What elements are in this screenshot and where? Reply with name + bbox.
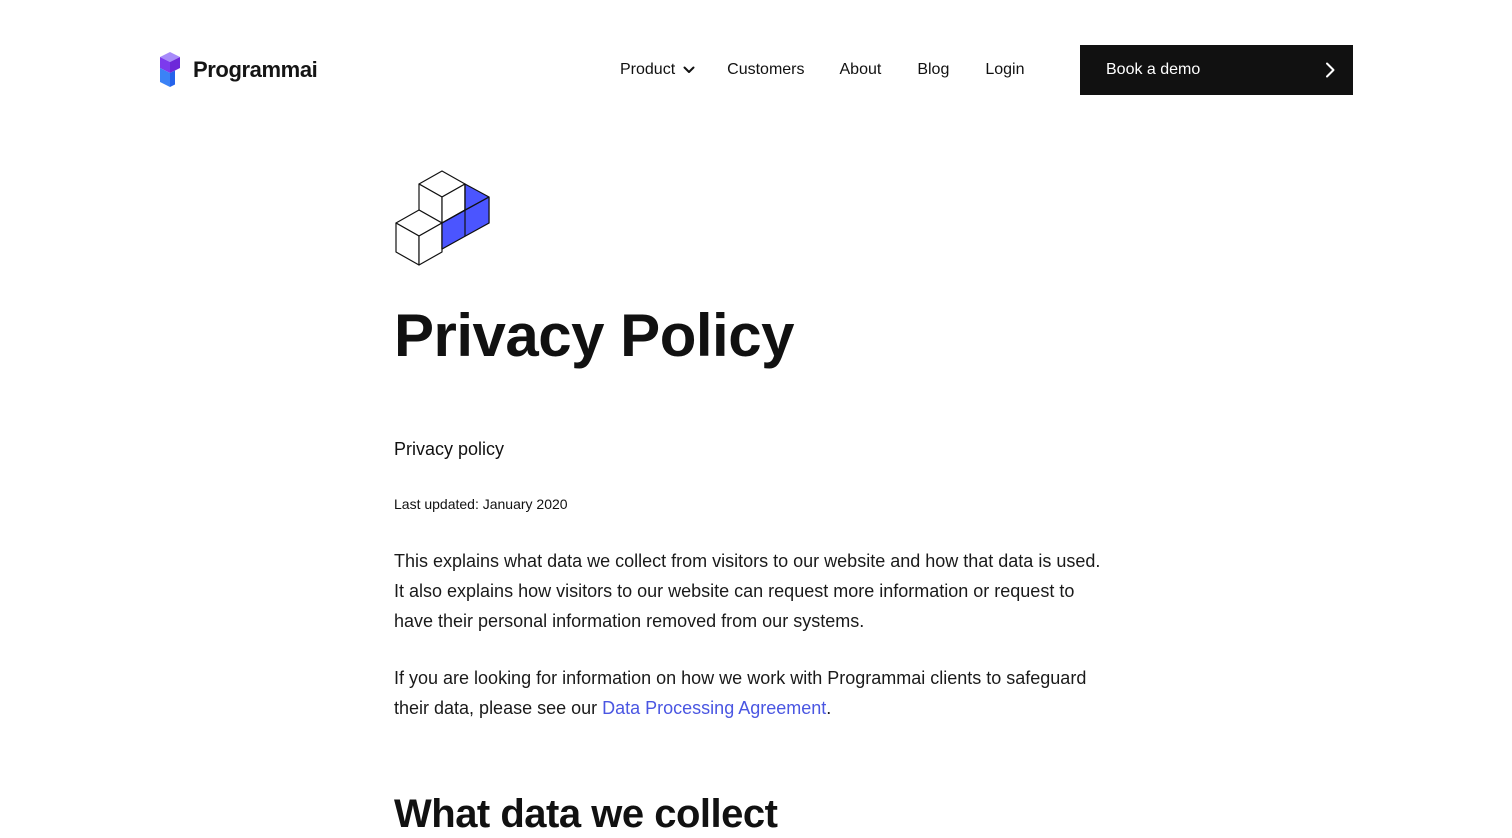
book-demo-button[interactable] <box>1080 45 1353 95</box>
nav-item-product[interactable] <box>620 58 695 82</box>
chevron-down-icon <box>683 66 695 74</box>
nav-item-login[interactable]: Login <box>985 61 1025 78</box>
page-subtitle: Privacy policy <box>394 439 505 459</box>
intro-paragraph: This explains what data we collect from visitors to our website and how that data is used. It also explains how visitors to our website can request more information or request to have their personal information removed from our systems. <box>394 551 1101 631</box>
main-content <box>394 168 1114 723</box>
dpa-paragraph-end: . <box>826 698 832 718</box>
brand-name: Programmai <box>193 57 318 82</box>
nav-item-customers[interactable]: Customers <box>727 61 805 78</box>
page-title: Privacy Policy <box>394 302 794 369</box>
data-processing-agreement-link[interactable]: Data Processing Agreement <box>602 698 827 718</box>
last-updated: Last updated: January 2020 <box>394 496 568 512</box>
section-heading: What data we collect <box>394 792 778 836</box>
dpa-paragraph <box>394 663 1114 723</box>
main-nav <box>620 58 1025 82</box>
nav-item-blog[interactable]: Blog <box>917 61 950 78</box>
site-header <box>0 0 1512 140</box>
dpa-paragraph-text: If you are looking for information on how we work with Programmai clients to safeguard their data, please see our <box>394 668 1087 718</box>
isometric-cubes-icon <box>394 168 492 268</box>
book-demo-label: Book a demo <box>1106 61 1201 78</box>
chevron-right-icon <box>1325 62 1335 78</box>
nav-item-about[interactable]: About <box>839 61 882 78</box>
nav-item-label: Product <box>620 61 676 78</box>
logo-link[interactable] <box>158 51 317 89</box>
logo-icon <box>158 51 182 89</box>
